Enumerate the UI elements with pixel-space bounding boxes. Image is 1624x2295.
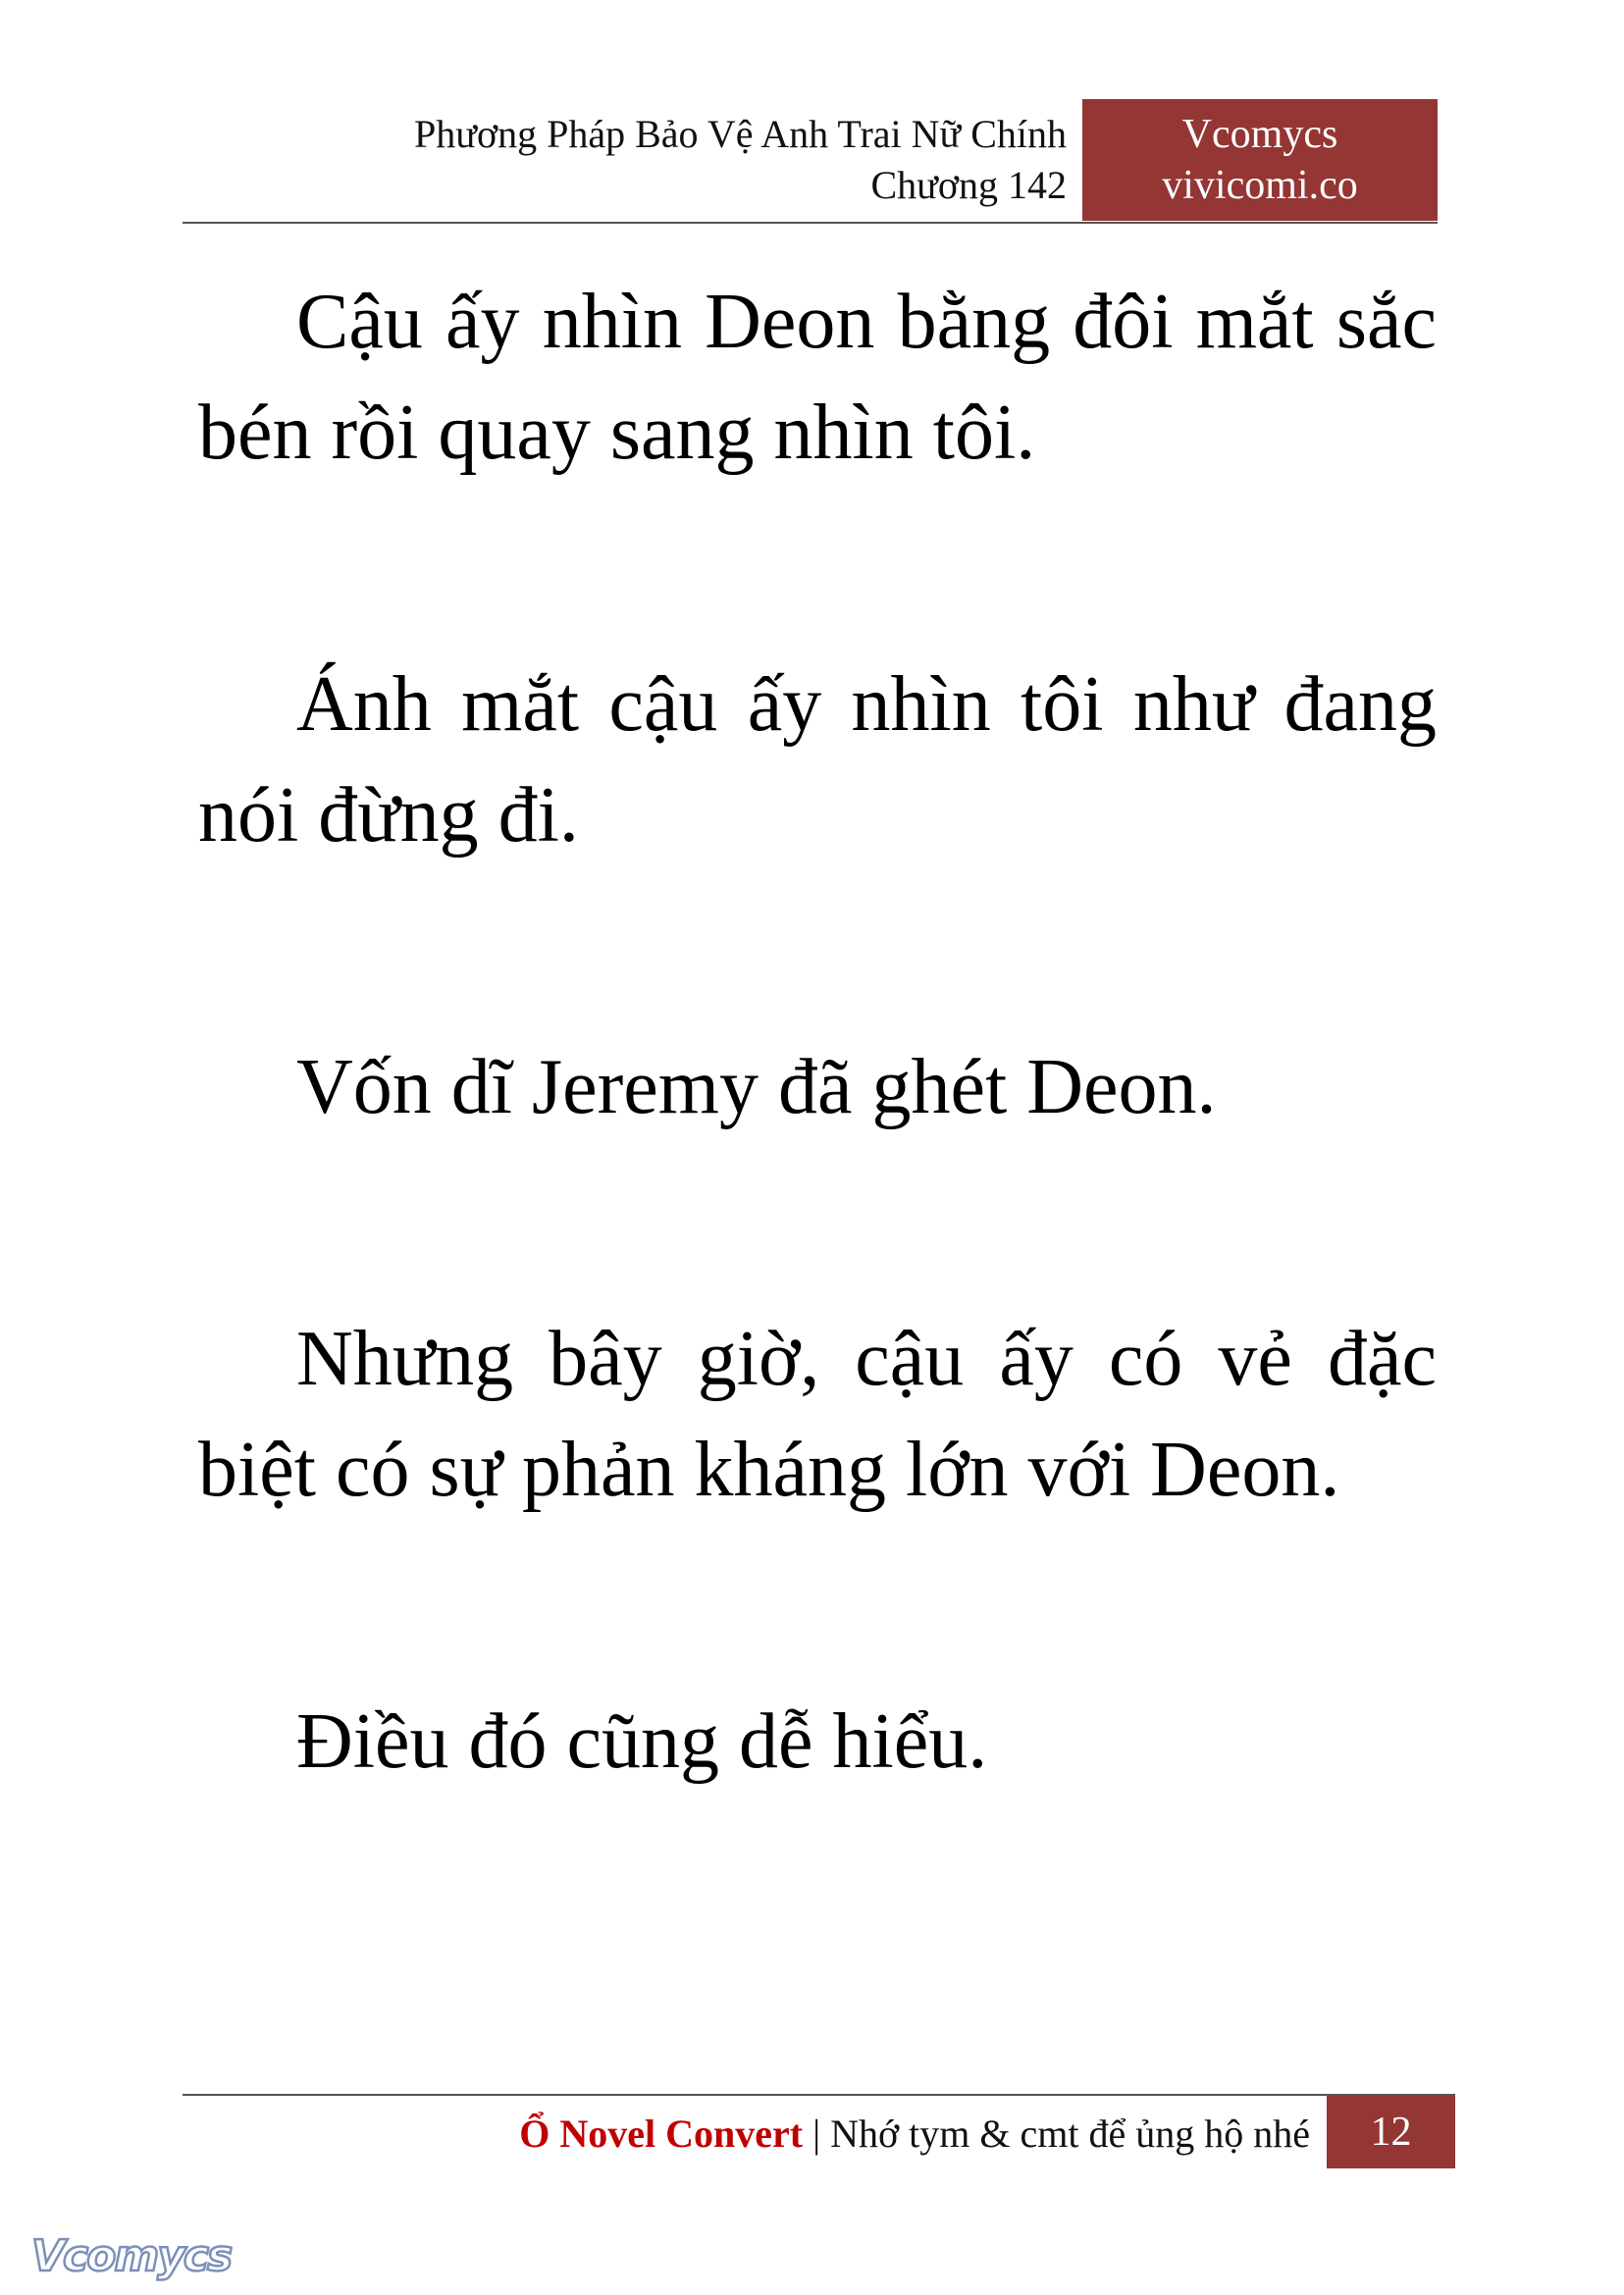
vcomycs-logo <box>27 2227 253 2286</box>
paragraph: Vốn dĩ Jeremy đã ghét Deon. <box>296 1044 1217 1130</box>
footer-message: Nhớ tym & cmt để ủng hộ nhé <box>830 2112 1310 2156</box>
paragraph: Cậu ấy nhìn Deon bằng đôi mắt sắc bén rồi quay sang nhìn tôi. <box>198 279 1437 476</box>
site-name: Vcomycs <box>1181 112 1338 157</box>
footer-brand: Ổ Novel Convert <box>519 2112 804 2156</box>
chapter-body <box>198 267 1437 1798</box>
page-header <box>183 99 1438 224</box>
page-number: 12 <box>1327 2096 1455 2168</box>
footer-separator: | <box>812 2112 821 2156</box>
chapter-label: Chương 142 <box>870 163 1067 207</box>
footer-text <box>519 2110 1310 2159</box>
story-title: Phương Pháp Bảo Vệ Anh Trai Nữ Chính <box>414 112 1067 156</box>
page-footer <box>183 2094 1455 2168</box>
site-url: vivicomi.co <box>1162 163 1358 208</box>
paragraph: Điều đó cũng dễ hiểu. <box>296 1698 988 1785</box>
svg-text:Vcomycs: Vcomycs <box>31 2231 232 2281</box>
paragraph: Nhưng bây giờ, cậu ấy có vẻ đặc biệt có sự phản kháng lớn với Deon. <box>198 1316 1437 1513</box>
paragraph: Ánh mắt cậu ấy nhìn tôi như đang nói đừng đi. <box>198 661 1437 859</box>
header-title-block <box>414 109 1067 211</box>
site-badge <box>1082 99 1438 221</box>
